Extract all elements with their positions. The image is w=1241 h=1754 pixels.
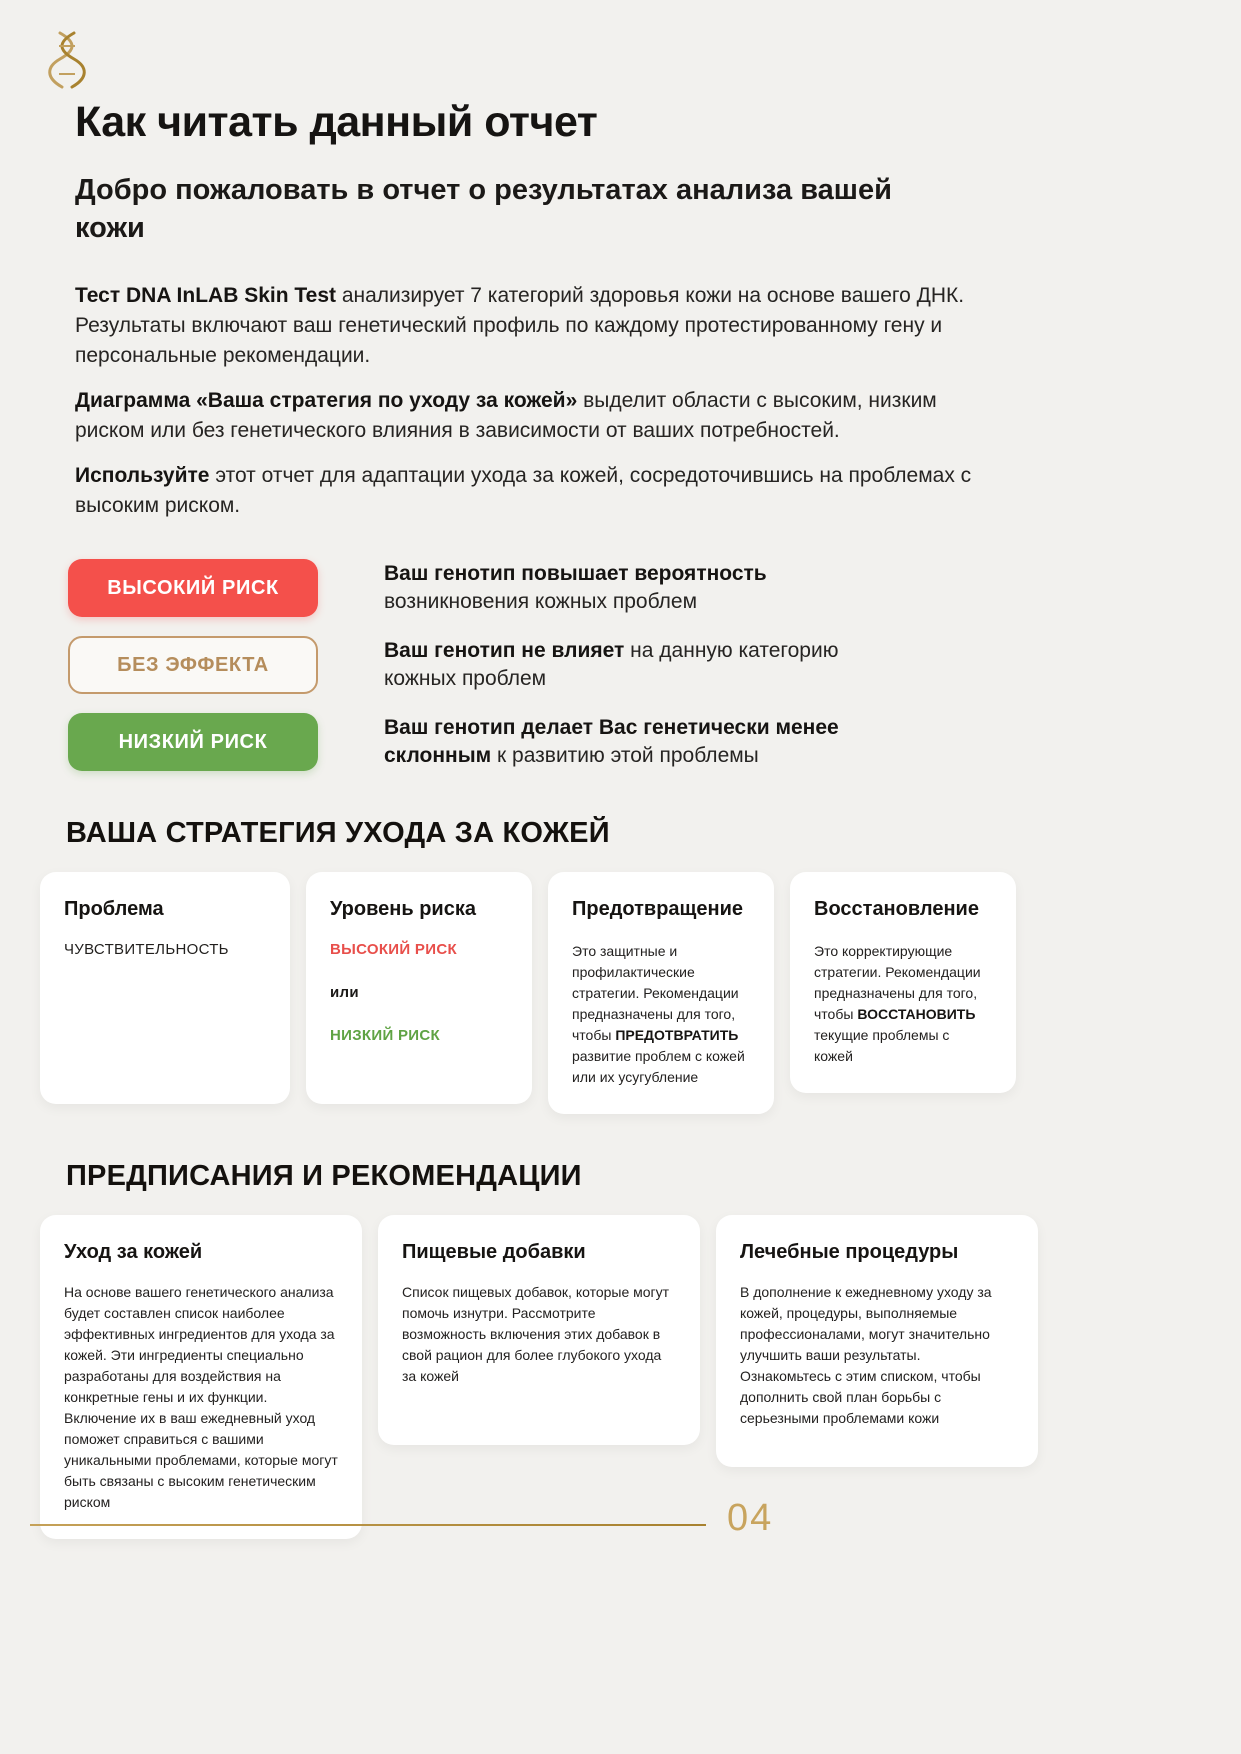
prevention-card-title: Предотвращение <box>572 898 744 921</box>
intro-section <box>75 281 1161 521</box>
intro-p1-rest: анализирует 7 категорий здоровья кожи на основе вашего ДНК. Результаты включают ваш генетический профиль по каждому протестированному гену и персональные рекомендации. <box>75 284 965 368</box>
restoration-text-post: текущие проблемы с кожей <box>814 1027 950 1065</box>
prevention-card-text <box>572 941 750 1088</box>
no-effect-badge: БЕЗ ЭФФЕКТА <box>68 636 318 694</box>
prevention-text-bold: ПРЕДОТВРАТИТЬ <box>615 1027 739 1044</box>
no-effect-description <box>384 637 884 694</box>
high-risk-desc-bold: Ваш генотип повышает вероятность <box>384 561 767 585</box>
restoration-text-pre: Это корректирующие стратегии. Рекомендации предназначены для того, чтобы <box>814 943 981 1023</box>
low-risk-badge: НИЗКИЙ РИСК <box>68 713 318 771</box>
prescriptions-section-heading: ПРЕДПИСАНИЯ И РЕКОМЕНДАЦИИ <box>66 1160 582 1193</box>
prevention-text-pre: Это защитные и профилактические стратегии. Рекомендации предназначены для того, чтобы <box>572 943 739 1044</box>
skincare-card-title: Уход за кожей <box>64 1241 203 1264</box>
footer-divider-line <box>30 1524 706 1526</box>
restoration-card-title: Восстановление <box>814 898 979 921</box>
strategy-cards <box>40 872 1161 1114</box>
intro-paragraph-2 <box>75 386 980 446</box>
supplements-card-body: Список пищевых добавок, которые могут помочь изнутри. Рассмотрите возможность включения этих добавок в свой рацион для более глубокого ухода за кожей <box>402 1284 670 1385</box>
page-number: 04 <box>727 1497 774 1539</box>
problem-card-value: ЧУВСТВИТЕЛЬНОСТЬ <box>64 941 229 959</box>
restoration-card <box>790 872 1016 1093</box>
intro-p1-bold: Тест DNA InLAB Skin Test <box>75 284 336 308</box>
risk-level-card-title: Уровень риска <box>330 898 476 921</box>
dna-logo-icon <box>47 30 87 90</box>
intro-p2-rest: выделит области с высоким, низким риском или без генетического влияния в зависимости от ваших потребностей. <box>75 389 937 443</box>
supplements-card-title: Пищевые добавки <box>402 1241 586 1264</box>
prevention-text-post: развитие проблем с кожей или их усугубление <box>572 1048 745 1086</box>
risk-level-or-label: или <box>330 984 359 1002</box>
legend-row-no-effect <box>68 636 1161 694</box>
restoration-text-bold: ВОССТАНОВИТЬ <box>857 1006 976 1023</box>
high-risk-description <box>384 560 884 617</box>
risk-legend <box>68 559 1161 771</box>
restoration-card-text <box>814 941 992 1067</box>
low-risk-desc-bold: Ваш генотип делает Вас генетически менее склонным <box>384 715 839 768</box>
legend-row-low-risk <box>68 713 1161 771</box>
intro-paragraph-1 <box>75 281 980 371</box>
page-title: Как читать данный отчет <box>75 98 598 146</box>
skincare-card <box>40 1215 362 1539</box>
prevention-card <box>548 872 774 1114</box>
intro-p3-bold: Используйте <box>75 464 210 488</box>
intro-p3-rest: этот отчет для адаптации ухода за кожей, сосредоточившись на проблемах с высоким риском. <box>75 464 972 518</box>
treatments-card <box>716 1215 1038 1467</box>
page-subtitle: Добро пожаловать в отчет о результатах анализа вашей кожи <box>75 174 892 244</box>
risk-level-card <box>306 872 532 1104</box>
high-risk-desc-rest: возникновения кожных проблем <box>384 590 698 614</box>
risk-level-low-label: НИЗКИЙ РИСК <box>330 1027 440 1045</box>
problem-card-title: Проблема <box>64 898 164 921</box>
intro-paragraph-3 <box>75 461 980 521</box>
intro-p2-bold: Диаграмма «Ваша стратегия по уходу за кожей» <box>75 389 578 413</box>
low-risk-desc-rest: к развитию этой проблемы <box>491 744 759 768</box>
no-effect-desc-rest: на данную категорию кожных проблем <box>384 638 839 691</box>
supplements-card <box>378 1215 700 1445</box>
treatments-card-title: Лечебные процедуры <box>740 1241 959 1264</box>
treatments-card-body: В дополнение к ежедневному уходу за кожей, процедуры, выполняемые профессионалами, могут значительно улучшить ваши результаты. Ознакомьтесь с этим списком, чтобы дополнить свой план борьбы с серьезными проблемами кожи <box>740 1284 992 1427</box>
recommendation-cards <box>40 1215 1161 1539</box>
risk-level-high-label: ВЫСОКИЙ РИСК <box>330 941 457 959</box>
skincare-card-body: На основе вашего генетического анализа будет составлен список наиболее эффективных ингредиентов для ухода за кожей. Эти ингредиенты специально разработаны для воздействия на конкретные гены и их функции. Включение их в ваш ежедневный уход поможет справиться с вашими уникальными проблемами, которые могут быть связаны с высоким генетическим риском <box>64 1284 338 1511</box>
low-risk-description <box>384 714 884 771</box>
no-effect-desc-bold: Ваш генотип не влияет <box>384 638 625 662</box>
problem-card <box>40 872 290 1104</box>
high-risk-badge: ВЫСОКИЙ РИСК <box>68 559 318 617</box>
legend-row-high-risk <box>68 559 1161 617</box>
strategy-section-heading: ВАША СТРАТЕГИЯ УХОДА ЗА КОЖЕЙ <box>66 817 610 850</box>
